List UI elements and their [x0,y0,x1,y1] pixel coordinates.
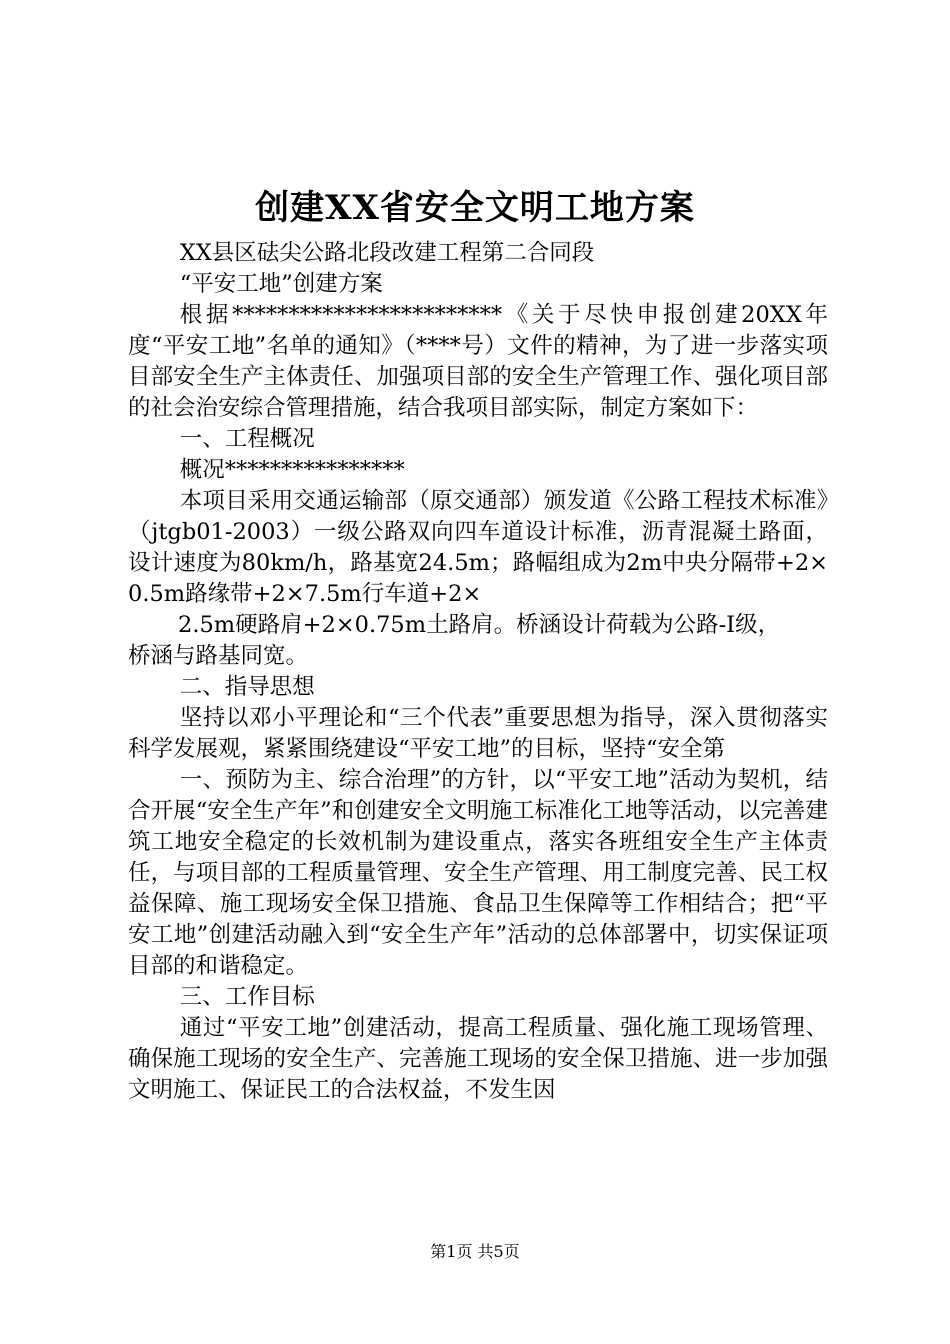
paragraph-guiding-continued: 一、预防为主、综合治理”的方针，以“平安工地”活动为契机，结合开展“安全生产年”和创建安全文明施工标准化工地等活动，以完善建筑工地安全稳定的长效机制为建设重点，落实各班组安全生产主体责任，与项目部的工程质量管理、安全生产管理、用工制度完善、民工权益保障、施工现场安全保卫措施、食品卫生保障等工作相结合；把“平安工地”创建活动融入到“安全生产年”活动的总体部署中，切实保证项目部的和谐稳定。 [128,767,828,979]
section-heading-overview: 一、工程概况 [179,426,315,452]
paragraph-overview-text: 本项目采用交通运输部（原交通部）颁发道《公路工程技术标准》（jtgb01-2003）一级公路双向四车道设计标准，沥青混凝土路面，设计速度为80km/h，路基宽24.5m；路幅组成为2m中央分隔带+2×0.5m路缘带+2×7.5m行车道+2× [128,488,828,607]
paragraph-overview-continued: 2.5m硬路肩+2×0.75m土路肩。桥涵设计荷载为公路-Ⅰ级， [178,612,781,638]
paragraph-overview-end: 桥涵与路基同宽。 [128,643,309,669]
paragraph-overview-label: 概况**************** [179,457,405,483]
page-number-footer: 第1页 共5页 [430,1242,520,1261]
paragraph-guiding-text: 坚持以邓小平理论和“三个代表”重要思想为指导，深入贯彻落实科学发展观，紧紧围绕建设“平安工地”的目标，坚持“安全第 [128,705,828,762]
document-body [128,238,828,1106]
document-title: 创建XX省安全文明工地方案 [255,188,695,228]
paragraph-goals-text: 通过“平安工地”创建活动，提高工程质量、强化施工现场管理、确保施工现场的安全生产、完善施工现场的安全保卫措施、进一步加强文明施工、保证民工的合法权益，不发生因 [128,1015,828,1103]
section-heading-guiding: 二、指导思想 [179,674,315,700]
paragraph-project-name: XX县区砝尖公路北段改建工程第二合同段 [179,240,595,266]
paragraph-basis: 根据************************《关于尽快申报创建20XX年度“平安工地”名单的通知》（****号）文件的精神，为了进一步落实项目部安全生产主体责任、加强项目部的安全生产管理工作、强化项目部的社会治安综合管理措施，结合我项目部实际，制定方案如下： [128,302,828,421]
section-heading-goals: 三、工作目标 [179,984,315,1010]
paragraph-plan-name: “平安工地”创建方案 [179,271,383,297]
